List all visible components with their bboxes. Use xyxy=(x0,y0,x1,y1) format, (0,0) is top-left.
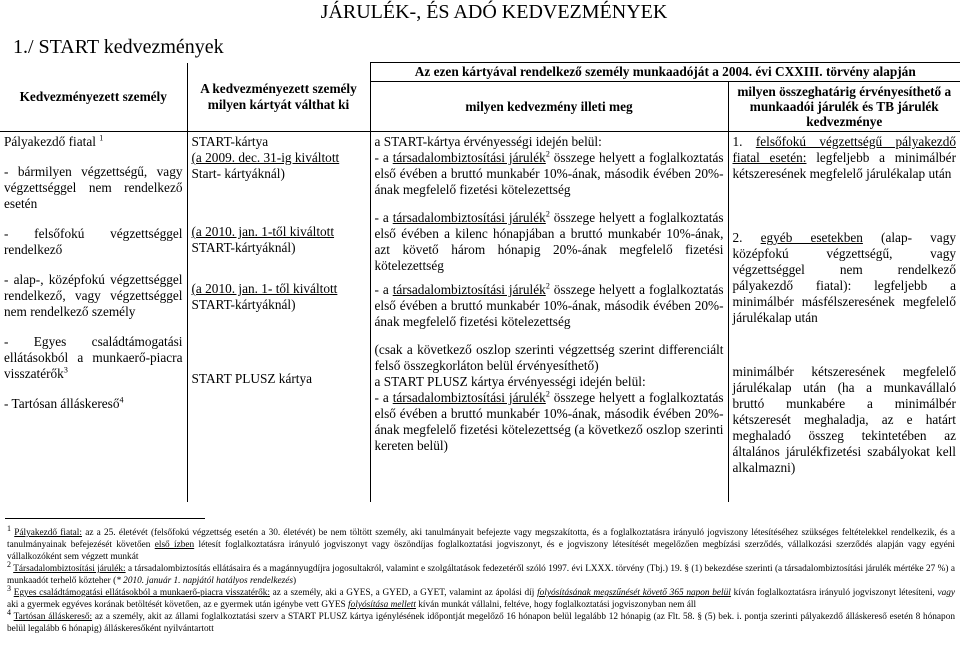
document-title: JÁRULÉK-, ÉS ADÓ KEDVEZMÉNYEK xyxy=(320,1,668,23)
section-heading: 1./ START kedvezmények xyxy=(13,36,224,58)
card-start-plus: START PLUSZ kártya xyxy=(191,371,313,386)
card-start-2010-a: (a 2010. jan. 1-től kiváltott START-kártyáknál) xyxy=(191,224,335,255)
benefit-note: (csak a következő oszlop szerinti végzettség szerint differenciált felső összegkorláton belül érvényesíthető) xyxy=(374,342,724,373)
header-card: A kedvezményezett személy milyen kártyát válthat ki xyxy=(187,63,370,132)
card-start-2010-b: (a 2010. jan. 1- től kiváltott START-kártyáknál) xyxy=(191,281,338,312)
footnote-4: $^4$ Tartósan álláskereső: az a személy, akit az állami foglalkoztatási szerv a START PLUSZ kártya igénylésének időpontját megelőző 16 hónapon belül legalább 12 hónapig (az Flt. 58. § (5) bek. i. pontja szerinti pályakezdő álláskereső esetén 8 hónapon belül legalább 6 hónapig) álláskeresőként nyilvántartott xyxy=(7,607,956,634)
benefit-start-1: a START-kártya érvényességi idején belül: - a társadalombiztosítási járulék$^2$ összege helyett a foglalkoztatás első évében a bruttó munkabér 10%-ának, második évében 20%-ának megfelelő fizetési kötelezettség xyxy=(374,134,724,197)
benefit-start-3: - a társadalombiztosítási járulék$^2$ összege helyett a foglalkoztatás első évében a bruttó munkabér 10%-ának, második évében 20%-ának megfelelő fizetési kötelezettség xyxy=(374,281,724,329)
beneficiary-returning-parents: - Egyes családtámogatási ellátásokból a munkaerő-piacra visszatérők$^3$ xyxy=(4,334,183,381)
benefits-table xyxy=(0,62,960,502)
footnote-3: $^3$ Egyes családtámogatási ellátásokból a munkaerő-piacra visszatérők: az a személy, aki a GYES, a GYED, a GYET, valamint az ápolási díj folyósításának megszűnését követő 365 napon belül kíván foglalkoztatásra irányuló jogviszonyt létesíteni, vagy aki a gyermek egyéves korának betöltését követően, az e gyermek után igénybe vett GYES folyósítása mellett kíván munkát vállalni, feltéve, hogy foglalkoztatási jogviszonyban nem áll xyxy=(7,583,956,610)
column-limit xyxy=(728,132,960,503)
limit-other-cases: 2. egyéb esetekben (alap- vagy középfokú végzettségű, vagy végzettséggel nem rendelkező pályakezdő fiatal): legfeljebb a minimálbér másfélszeresének megfelelő járulékalap után xyxy=(732,230,956,325)
header-benefit: milyen kedvezmény illeti meg xyxy=(370,82,728,132)
beneficiary-any-education: - bármilyen végzettségű, vagy végzettséggel nem rendelkező esetén xyxy=(4,164,183,211)
beneficiary-higher-education: - felsőfokú végzettséggel rendelkező xyxy=(4,226,183,257)
card-start: START-kártya (a 2009. dec. 31-ig kiváltott Start- kártyáknál) xyxy=(191,134,340,181)
footnote-1: $^1$ Pályakezdő fiatal: az a 25. életévét (felsőfokú végzettség esetén a 30. életévét) be nem töltött személy, aki tanulmányait befejezte vagy megszakította, és a foglalkoztatásra irányuló jogviszony létesítéséhez szükséges feltételekkel rendelkezik, és a tanulmányainak befejezését követően első ízben létesít foglalkoztatásra irányuló jogviszonyt vagy öszöndíjas foglalkoztatási jogviszonyt, és e jogviszony létesítését megelőzően megbízási szerződés, vállalkozási szerződés alapján vagy egyéni vállalkozóként sem végzett munkát xyxy=(7,523,955,562)
beneficiary-young: Pályakezdő fiatal $^1$ xyxy=(4,133,104,149)
column-card xyxy=(187,132,370,503)
beneficiary-long-term-jobseeker: - Tartósan álláskereső$^4$ xyxy=(4,395,124,411)
limit-higher-education: 1. felsőfokú végzettségű pályakezdő fiatal esetén: legfeljebb a minimálbér kétszeresének megfelelő járulékalap után xyxy=(732,134,957,181)
header-beneficiary: Kedvezményezett személy xyxy=(19,88,167,104)
limit-start-plus: minimálbér kétszeresének megfelelő járulékalap után (ha a munkavállaló bruttó munkabére a minimálbér kétszeresét meghaladja, az e határt meghaladó összeg tekintetében az általános járulékfizetési szabályokat kell alkalmazni) xyxy=(732,364,956,475)
footnote-2: $^2$ Társadalombiztosítási járulék: a társadalombiztosítás ellátásaira és a magánnyugdíjra jogosultakról, valamint e szolgáltatások fedezetéről szóló 1997. évi LXXX. törvény (Tbj.) 19. § (1) bekezdése szerinti (a társadalombiztosítási járulék mértéke 27 %) a munkaadót terhelő közteher (* 2010. január 1. napjától hatályos rendelkezés) xyxy=(7,559,955,586)
benefit-start-2: - a társadalombiztosítási járulék$^2$ összege helyett a foglalkoztatás első évében a kilenc hónapjában a bruttó munkabér 10%-ának, azt követő három hónapig 20%-ának megfelelő fizetési kötelezettség xyxy=(374,209,724,273)
beneficiary-basic-education: - alap-, középfokú végzettséggel rendelkező, vagy végzettséggel nem rendelkező személy xyxy=(4,272,183,319)
footnotes xyxy=(7,523,956,635)
header-limit: milyen összeghatárig érvényesíthető a munkaadói járulék és TB járulék kedvezménye xyxy=(728,82,960,132)
column-beneficiary xyxy=(0,132,187,503)
header-banner: Az ezen kártyával rendelkező személy munkaadóját a 2004. évi CXXIII. törvény alapján xyxy=(370,63,960,82)
column-benefit xyxy=(370,132,728,503)
footnote-separator xyxy=(5,518,205,519)
benefit-start-plus: a START PLUSZ kártya érvényességi idején belül: - a társadalombiztosítási járulék$^2$ összege helyett a foglalkoztatás első évében a bruttó munkabér 10%-ának, második évében 20%-ának megfelelő fizetési kötelezettség (a következő oszlop szerinti kereten belül) xyxy=(374,374,724,453)
